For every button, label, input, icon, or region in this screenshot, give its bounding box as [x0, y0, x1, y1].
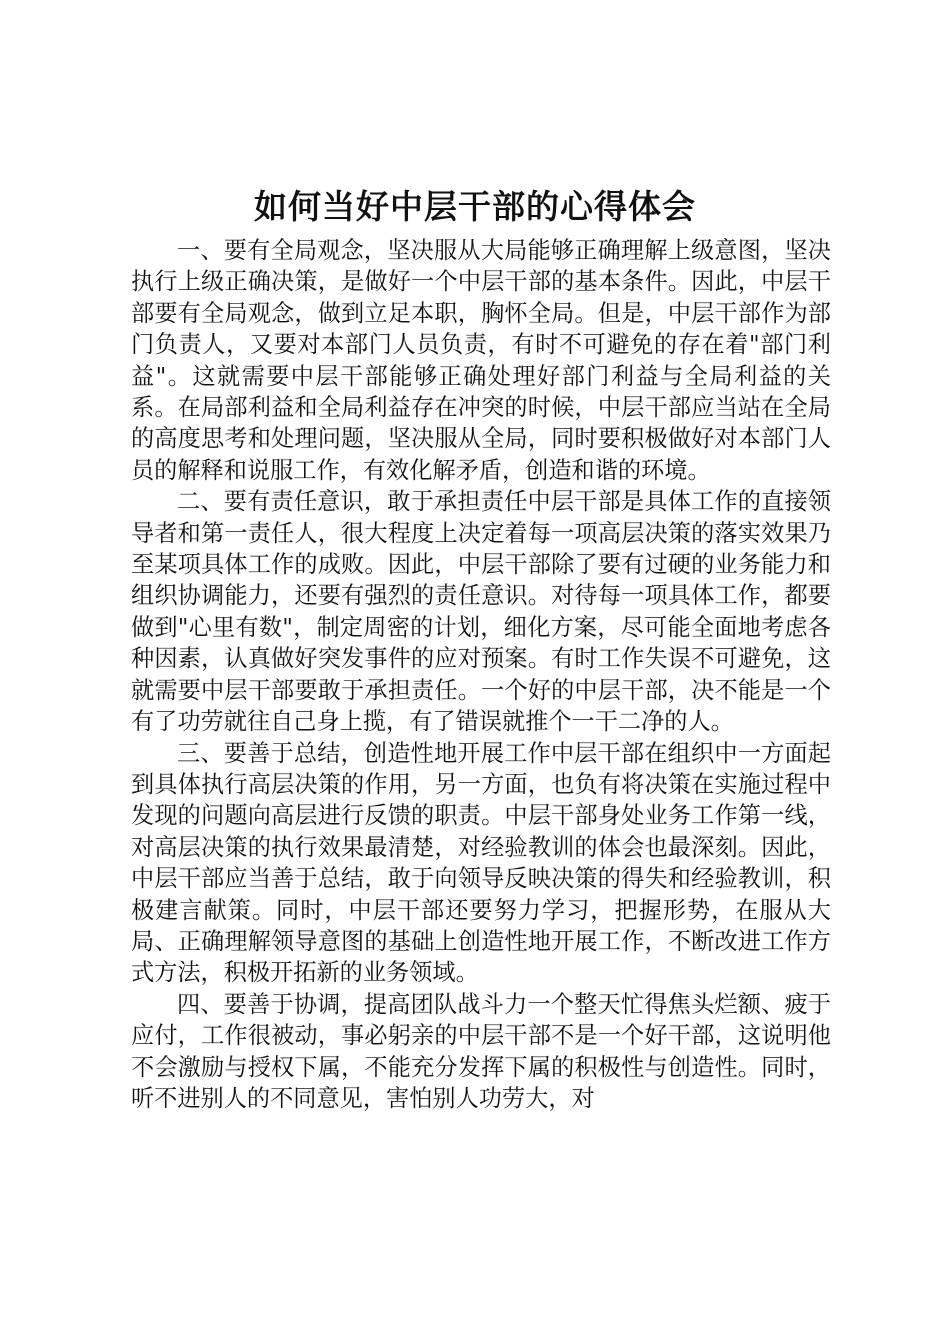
paragraph-4: 四、要善于协调，提高团队战斗力一个整天忙得焦头烂额、疲于应付，工作很被动，事必躬亲的中层干部不是一个好干部，这说明他不会激励与授权下属，不能充分发挥下属的积极性与创造性。同时，听不进别人的不同意见，害怕别人功劳大，对 — [131, 990, 831, 1112]
paragraph-1: 一、要有全局观念，坚决服从大局能够正确理解上级意图，坚决执行上级正确决策，是做好一个中层干部的基本条件。因此，中层干部要有全局观念，做到立足本职，胸怀全局。但是，中层干部作为部门负责人，又要对本部门人员负责，有时不可避免的存在着"部门利益"。这就需要中层干部能够正确处理好部门利益与全局利益的关系。在局部利益和全局利益存在冲突的时候，中层干部应当站在全局的高度思考和处理问题，坚决服从全局，同时要积极做好对本部门人员的解释和说服工作，有效化解矛盾，创造和谐的环境。 — [131, 237, 831, 484]
paragraph-2: 二、要有责任意识，敢于承担责任中层干部是具体工作的直接领导者和第一责任人，很大程度上决定着每一项高层决策的落实效果乃至某项具体工作的成败。因此，中层干部除了要有过硬的业务能力和组织协调能力，还要有强烈的责任意识。对待每一项具体工作，都要做到"心里有数"，制定周密的计划，细化方案，尽可能全面地考虑各种因素，认真做好突发事件的应对预案。有时工作失误不可避免，这就需要中层干部要敢于承担责任。一个好的中层干部，决不能是一个有了功劳就往自己身上揽，有了错误就推个一干二净的人。 — [131, 488, 831, 736]
document-body — [131, 235, 831, 1114]
paragraph-3: 三、要善于总结，创造性地开展工作中层干部在组织中一方面起到具体执行高层决策的作用，另一方面，也负有将决策在实施过程中发现的问题向高层进行反馈的职责。中层干部身处业务工作第一线，对高层决策的执行效果最清楚，对经验教训的体会也最深刻。因此，中层干部应当善于总结，敢于向领导反映决策的得失和经验教训，积极建言献策。同时，中层干部还要努力学习，把握形势，在服从大局、正确理解领导意图的基础上创造性地开展工作，不断改进工作方式方法，积极开拓新的业务领域。 — [131, 739, 831, 987]
document-title: 如何当好中层干部的心得体会 — [254, 187, 696, 226]
